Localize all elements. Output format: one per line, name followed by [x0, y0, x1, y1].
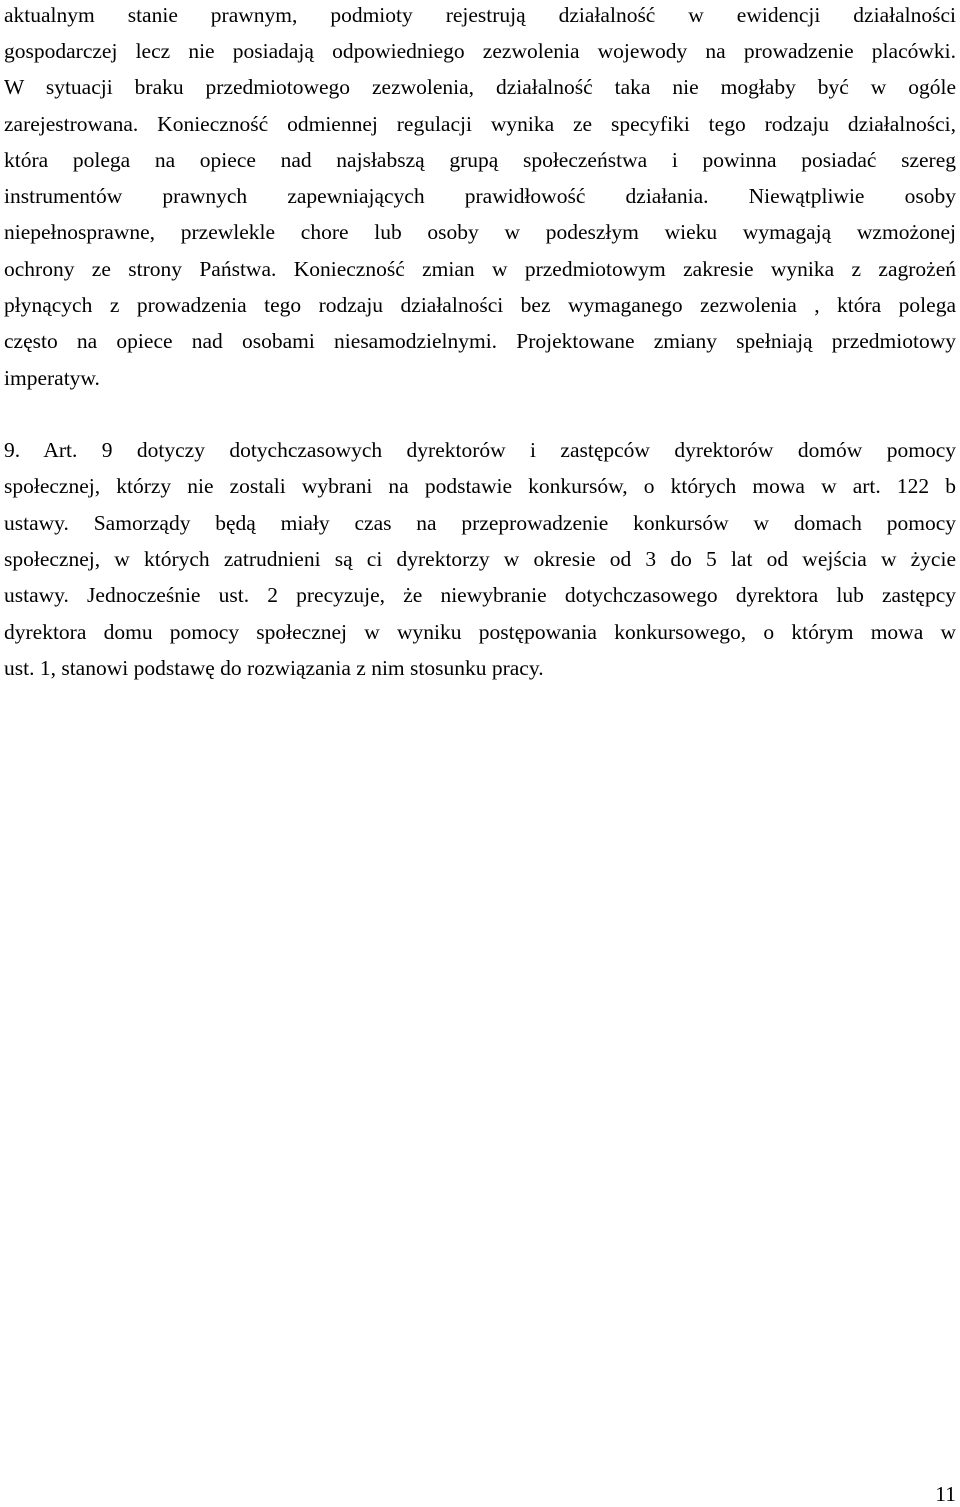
text-line: W sytuacji braku przedmiotowego zezwolenia, działalność taka nie mogłaby być w ogóle [4, 75, 956, 99]
text-line: społecznej, w których zatrudnieni są ci dyrektorzy w okresie od 3 do 5 lat od wejścia w życie [4, 547, 956, 571]
text-line: która polega na opiece nad najsłabszą grupą społeczeństwa i powinna posiadać szereg [4, 148, 956, 172]
text-line: instrumentów prawnych zapewniających prawidłowość działania. Niewątpliwie osoby [4, 184, 956, 208]
text-line: ustawy. Samorządy będą miały czas na przeprowadzenie konkursów w domach pomocy [4, 511, 956, 535]
text-line: zarejestrowana. Konieczność odmiennej regulacji wynika ze specyfiki tego rodzaju działalności, [4, 112, 956, 136]
text-line: dyrektora domu pomocy społecznej w wyniku postępowania konkursowego, o którym mowa w [4, 620, 956, 644]
text-line: społecznej, którzy nie zostali wybrani na podstawie konkursów, o których mowa w art. 122 b [4, 474, 956, 498]
text-line: aktualnym stanie prawnym, podmioty rejestrują działalność w ewidencji działalności [4, 3, 956, 27]
text-line: ust. 1, stanowi podstawę do rozwiązania z nim stosunku pracy. [4, 656, 544, 680]
text-line: 9. Art. 9 dotyczy dotychczasowych dyrektorów i zastępców dyrektorów domów pomocy [4, 438, 956, 462]
text-line: płynących z prowadzenia tego rodzaju działalności bez wymaganego zezwolenia , która polega [4, 293, 956, 317]
text-line: gospodarczej lecz nie posiadają odpowiedniego zezwolenia wojewody na prowadzenie placówki. [4, 39, 956, 63]
text-line: ustawy. Jednocześnie ust. 2 precyzuje, że niewybranie dotychczasowego dyrektora lub zastępcy [4, 583, 956, 607]
text-line: ochrony ze strony Państwa. Konieczność zmian w przedmiotowym zakresie wynika z zagrożeń [4, 257, 956, 281]
page-number: 11 [935, 1482, 956, 1506]
text-line: niepełnosprawne, przewlekle chore lub osoby w podeszłym wieku wymagają wzmożonej [4, 220, 956, 244]
text-line: imperatyw. [4, 366, 100, 390]
text-line: często na opiece nad osobami niesamodzielnymi. Projektowane zmiany spełniają przedmiotowy [4, 329, 956, 353]
